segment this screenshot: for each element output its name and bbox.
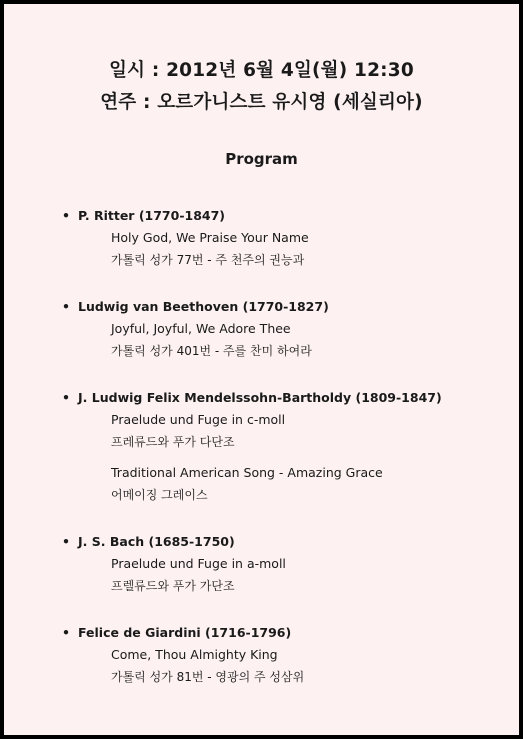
work-title-kr: 가톨릭 성가 81번 - 영광의 주 성삼위 <box>111 670 305 684</box>
work-title-en: Holy God, We Praise Your Name <box>111 230 309 245</box>
program-item <box>62 531 512 597</box>
bullet-icon: • <box>62 534 70 549</box>
bullet-icon: • <box>62 208 70 223</box>
composer-name <box>62 531 512 553</box>
work-title-en: Joyful, Joyful, We Adore Thee <box>111 321 291 336</box>
work-title-kr: 프레류드와 푸가 다단조 <box>111 435 235 449</box>
program-item <box>62 205 512 271</box>
composer-name <box>62 205 512 227</box>
composer-label: Felice de Giardini (1716-1796) <box>78 625 292 640</box>
program-title: Program <box>225 150 298 168</box>
event-datetime: 일시 : 2012년 6월 4일(월) 12:30 <box>109 60 414 81</box>
work-title-en: Traditional American Song - Amazing Grace <box>111 465 383 480</box>
program-page <box>4 4 519 735</box>
work-title-en: Praelude und Fuge in a-moll <box>111 556 286 571</box>
composer-label: J. S. Bach (1685-1750) <box>78 534 235 549</box>
composer-name <box>62 387 512 409</box>
work-title-kr: 가톨릭 성가 77번 - 주 천주의 권능과 <box>111 253 305 267</box>
program-item <box>62 622 512 688</box>
work-title-en: Praelude und Fuge in c-moll <box>111 412 286 427</box>
work-title-kr: 어메이징 그레이스 <box>111 488 208 502</box>
bullet-icon: • <box>62 625 70 640</box>
work-title-kr: 가톨릭 성가 401번 - 주를 찬미 하여라 <box>111 344 312 358</box>
bullet-icon: • <box>62 390 70 405</box>
performer: 연주 : 오르가니스트 유시영 (세실리아) <box>100 92 423 113</box>
composer-label: J. Ludwig Felix Mendelssohn-Bartholdy (1809-1847) <box>78 390 442 405</box>
bullet-icon: • <box>62 299 70 314</box>
program-item <box>62 387 512 506</box>
work-title-kr: 프렐류드와 푸가 가단조 <box>111 579 235 593</box>
composer-name <box>62 622 512 644</box>
program-item <box>62 296 512 362</box>
composer-label: P. Ritter (1770-1847) <box>78 208 226 223</box>
composer-label: Ludwig van Beethoven (1770-1827) <box>78 299 329 314</box>
composer-name <box>62 296 512 318</box>
work-title-en: Come, Thou Almighty King <box>111 647 278 662</box>
